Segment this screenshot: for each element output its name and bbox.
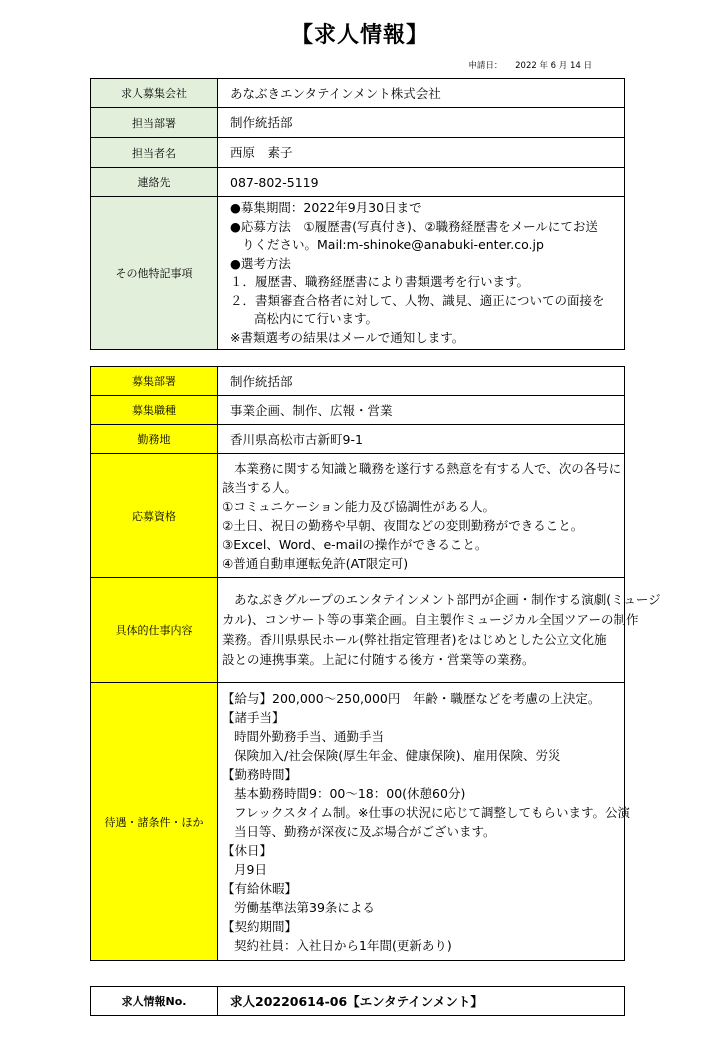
- qualification-line: ④普通自動車運転免許(AT限定可): [222, 555, 409, 571]
- recruit-dept-value: 制作統括部: [218, 367, 625, 396]
- job-type-label: 募集職種: [91, 396, 218, 425]
- work-line: あなぶきグループのエンタテインメント部門が企画・制作する演劇(ミュージ: [234, 592, 661, 607]
- dept-label: 担当部署: [91, 108, 218, 138]
- person-value: 西原 素子: [218, 138, 625, 168]
- conditions-value: [218, 683, 630, 961]
- conditions-line: 【勤務時間】: [222, 766, 298, 782]
- notes-line: ●選考方法: [230, 255, 291, 271]
- notes-line: ２．書類審査合格者に対して、人物、識見、適正についての面接を: [230, 292, 605, 308]
- date-label: 申請日：: [468, 61, 499, 71]
- dept-value: 制作統括部: [218, 108, 625, 138]
- qualification-line: ③Excel、Word、e-mailの操作ができること。: [222, 536, 488, 552]
- conditions-line: 【有給休暇】: [222, 880, 298, 896]
- work-line: 設との連携事業。上記に付随する後方・営業等の業務。: [222, 652, 535, 667]
- conditions-line: 当日等、勤務が深夜に及ぶ場合がございます。: [234, 823, 496, 839]
- conditions-line: 保険加入/社会保険(厚生年金、健康保険)、雇用保険、労災: [234, 747, 561, 763]
- job-type-value: 事業企画、制作、広報・営業: [218, 396, 625, 425]
- company-label: 求人募集会社: [91, 79, 218, 108]
- notes-line: ※書類選考の結果はメールで通知します。: [230, 329, 465, 345]
- conditions-line: 月9日: [234, 861, 267, 877]
- work-line: カル)、コンサート等の事業企画。自主製作ミュージカル全国ツアーの制作: [222, 612, 639, 627]
- conditions-line: 【給与】200,000～250,000円 年齢・職歴などを考慮の上決定。: [222, 690, 601, 706]
- notes-line: ●募集期間：2022年9月30日まで: [230, 200, 422, 215]
- application-date: [468, 59, 592, 71]
- conditions-line: 時間外勤務手当、通勤手当: [234, 728, 385, 744]
- company-info-table: [90, 78, 625, 350]
- notes-line: ●応募方法 ①履歴書(写真付き)、②職務経歴書をメールにてお送: [230, 218, 598, 234]
- date-value: 2022 年 6 月 14 日: [515, 61, 592, 71]
- job-number-table: [90, 986, 625, 1016]
- location-label: 勤務地: [91, 425, 218, 454]
- work-line: 業務。香川県県民ホール(弊社指定管理者)をはじめとした公立文化施: [222, 632, 607, 647]
- company-value: あなぶきエンタテインメント株式会社: [218, 79, 625, 108]
- conditions-line: 【休日】: [222, 842, 273, 858]
- work-label: 具体的仕事内容: [91, 578, 218, 683]
- notes-value: [218, 197, 625, 350]
- conditions-line: フレックスタイム制。※仕事の状況に応じて調整してもらいます。公演: [234, 804, 630, 820]
- notes-line: 高松内にて行います。: [254, 311, 379, 326]
- contact-value: 087-802-5119: [218, 168, 625, 197]
- conditions-line: 基本勤務時間9：00～18：00(休憩60分): [234, 785, 466, 801]
- location-value: 香川県高松市古新町9-1: [218, 425, 625, 454]
- contact-label: 連絡先: [91, 168, 218, 197]
- person-label: 担当者名: [91, 138, 218, 168]
- qualification-label: 応募資格: [91, 454, 218, 578]
- conditions-line: 労働基準法第39条による: [234, 899, 375, 915]
- job-number-value: 求人20220614-06【エンタテインメント】: [218, 987, 625, 1016]
- job-details-table: [90, 366, 661, 961]
- conditions-line: 【契約期間】: [222, 918, 298, 934]
- qualification-line: 本業務に関する知識と職務を遂行する熱意を有する人で、次の各号に: [234, 460, 622, 476]
- qualification-value: [218, 454, 625, 578]
- page-title: 【求人情報】: [290, 23, 429, 48]
- notes-line: １．履歴書、職務経歴書により書類選考を行います。: [230, 274, 530, 289]
- qualification-line: ②土日、祝日の勤務や早朝、夜間などの変則勤務ができること。: [222, 517, 584, 533]
- conditions-label: 待遇・諸条件・ほか: [91, 683, 218, 961]
- qualification-line: ①コミュニケーション能力及び協調性がある人。: [222, 498, 495, 514]
- notes-label: その他特記事項: [91, 197, 218, 350]
- qualification-line: 該当する人。: [222, 479, 298, 495]
- conditions-line: 【諸手当】: [222, 709, 285, 725]
- job-number-label: 求人情報No.: [91, 987, 218, 1016]
- conditions-line: 契約社員：入社日から1年間(更新あり): [234, 937, 452, 953]
- work-value: [218, 578, 661, 683]
- recruit-dept-label: 募集部署: [91, 367, 218, 396]
- notes-line: りください。Mail:m-shinoke@anabuki-enter.co.jp: [242, 237, 544, 252]
